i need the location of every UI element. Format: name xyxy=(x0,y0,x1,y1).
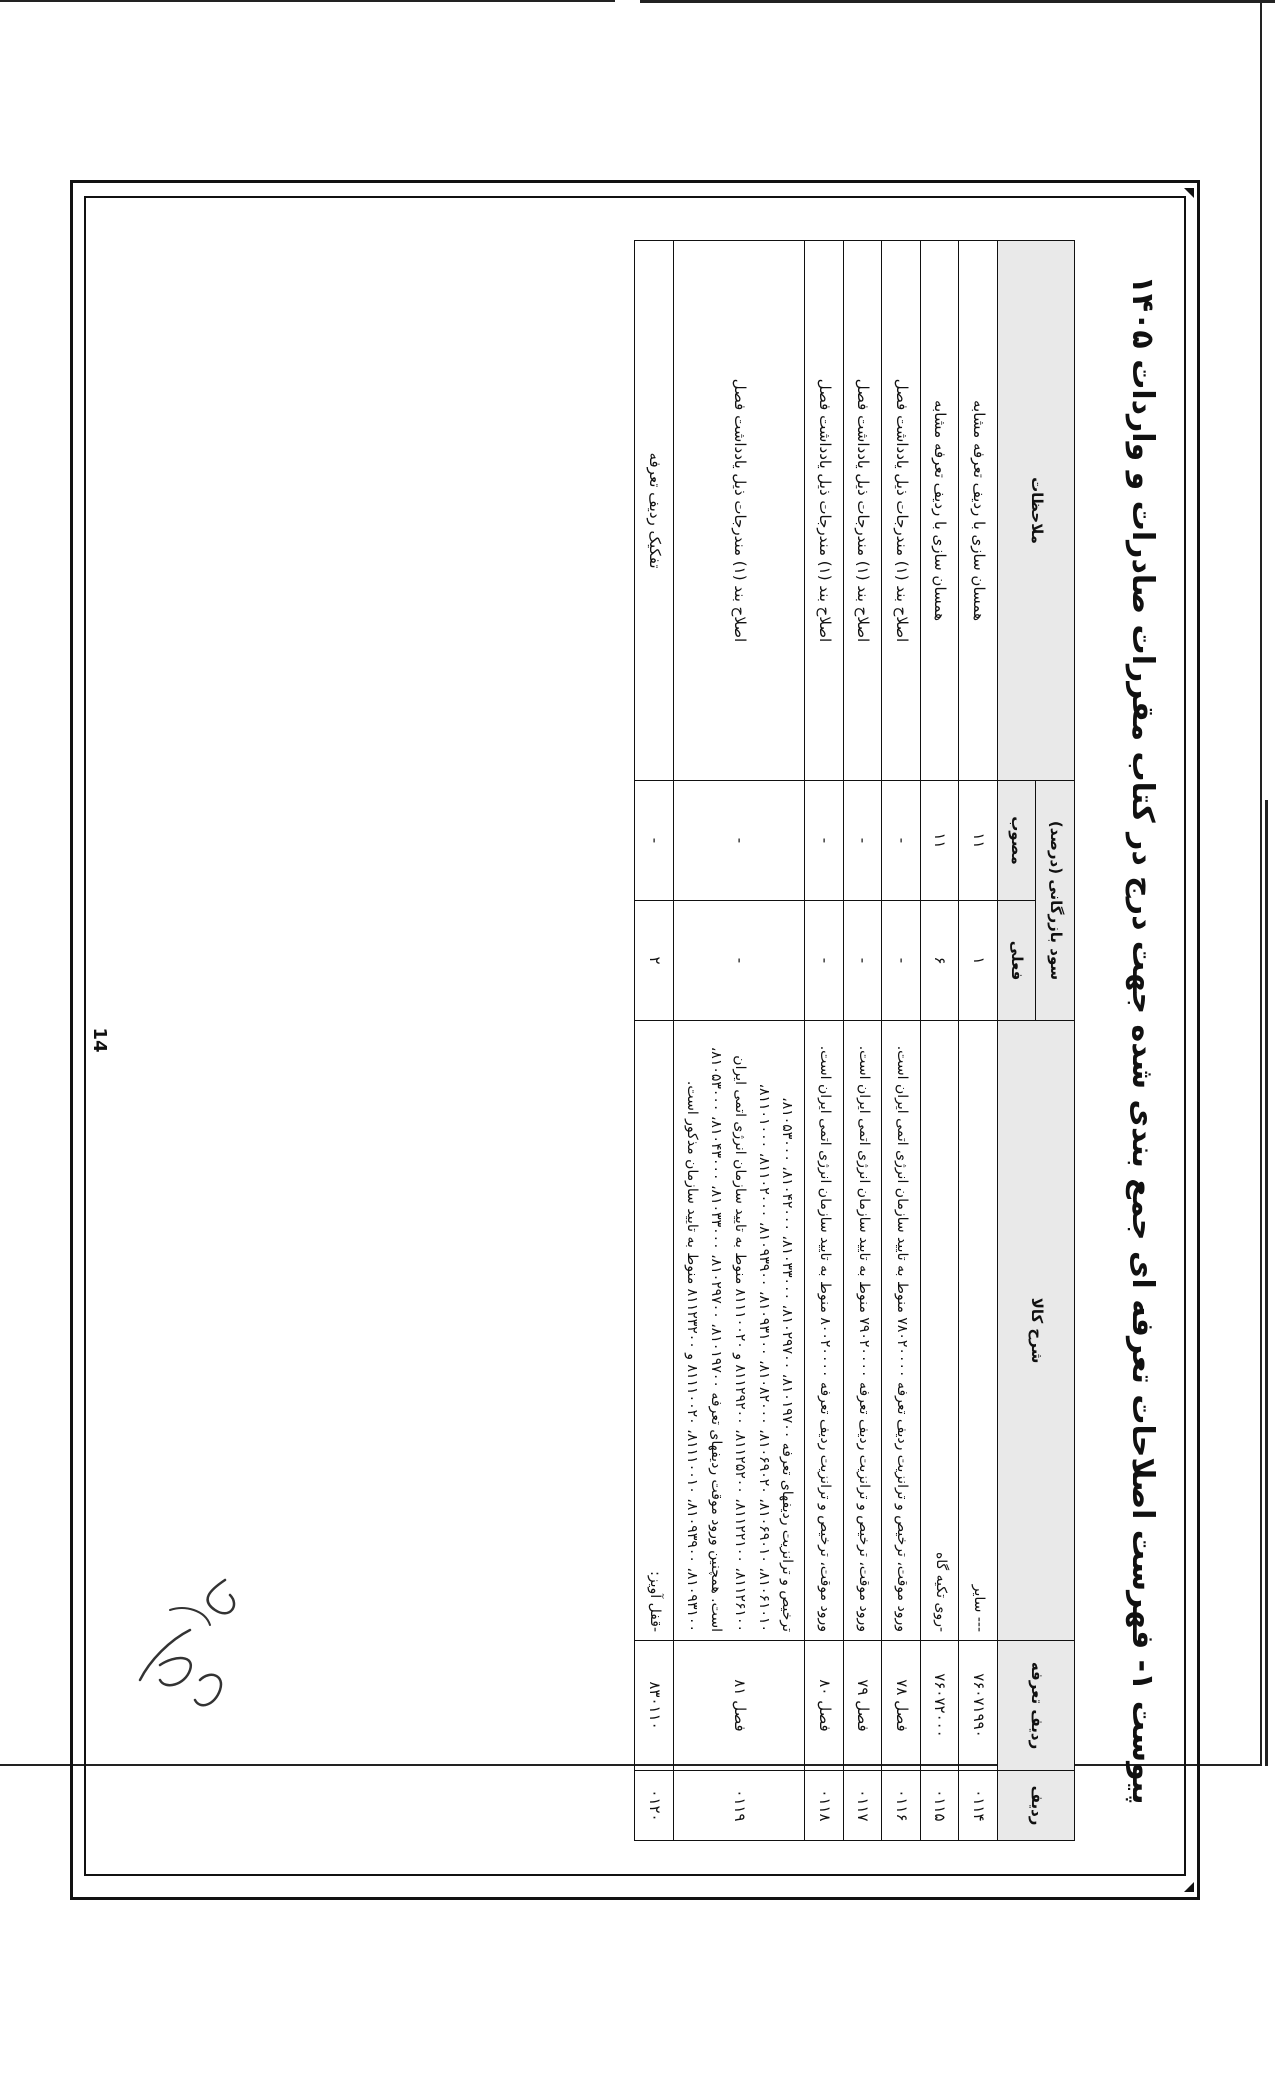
document-title: پیوست ۱- فهرست اصلاحات تعرفه ای جمع بندی شده جهت درج در کتاب مقررات صادرات و واردات ۱۴۰۵ xyxy=(1125,275,1160,1805)
cell-notes: اصلاح بند (۱) مندرجات ذیل یادداشت فصل xyxy=(673,241,805,781)
cell-description: --- سایر xyxy=(959,1021,998,1641)
cell-row-number: ۰۱۱۴ xyxy=(959,1771,998,1841)
cell-approved: - xyxy=(844,781,883,901)
cell-description: -روی تکیه گاه xyxy=(921,1021,960,1641)
cell-tariff: فصل ۷۸ xyxy=(882,1641,921,1771)
cell-current: ۲ xyxy=(635,901,674,1021)
cell-tariff: فصل ۸۰ xyxy=(805,1641,844,1771)
header-row-number: ردیف xyxy=(998,1771,1075,1841)
header-tariff: ردیف تعرفه xyxy=(998,1641,1075,1771)
cell-current: - xyxy=(805,901,844,1021)
cell-notes: همسان سازی با ردیف تعرفه مشابه xyxy=(959,241,998,781)
cell-notes: اصلاح بند (۱) مندرجات ذیل یادداشت فصل xyxy=(882,241,921,781)
cell-row-number: ۰۱۲۰ xyxy=(635,1771,674,1841)
cell-notes: همسان سازی با ردیف تعرفه مشابه xyxy=(921,241,960,781)
corner-mark xyxy=(1184,1882,1194,1892)
cell-row-number: ۰۱۱۸ xyxy=(805,1771,844,1841)
cell-tariff: فصل ۸۱ xyxy=(673,1641,805,1771)
cell-description: -قفل آویز: xyxy=(635,1021,674,1641)
cell-description: ورود موقت، ترخیص و ترانزیت ردیف تعرفه ۷۸۰۲۰۰۰۰ منوط به تایید سازمان انرژی اتمی ایران است. xyxy=(882,1021,921,1641)
table-header-row xyxy=(1036,241,1075,1841)
table-row xyxy=(844,241,883,1841)
cell-current: - xyxy=(844,901,883,1021)
cell-notes: اصلاح بند (۱) مندرجات ذیل یادداشت فصل xyxy=(844,241,883,781)
header-description: شرح کالا xyxy=(998,1021,1075,1641)
header-notes: ملاحظات xyxy=(998,241,1075,781)
cell-current: - xyxy=(673,901,805,1021)
scan-edge-mark xyxy=(1265,800,1268,1766)
tariff-amendments-table xyxy=(634,240,1075,1841)
cell-approved: - xyxy=(882,781,921,901)
handwritten-signature xyxy=(130,1570,270,1720)
header-approved: مصوب xyxy=(998,781,1037,901)
cell-tariff: ۸۳۰۱۱۰ xyxy=(635,1641,674,1771)
page-number: 14 xyxy=(89,1027,110,1053)
cell-tariff: ۷۶۰۷۱۹۹۰ xyxy=(959,1641,998,1771)
header-profit-group: سود بازرگانی (درصد) xyxy=(1036,781,1075,1021)
cell-approved: ۱۱ xyxy=(959,781,998,901)
cell-tariff: فصل ۷۹ xyxy=(844,1641,883,1771)
cell-row-number: ۰۱۱۷ xyxy=(844,1771,883,1841)
cell-description: ورود موقت، ترخیص و ترانزیت ردیف تعرفه ۷۹۰۲۰۰۰۰ منوط به تایید سازمان انرژی اتمی ایران است. xyxy=(844,1021,883,1641)
cell-current: ۱ xyxy=(959,901,998,1021)
header-current: فعلی xyxy=(998,901,1037,1021)
table-row xyxy=(959,241,998,1841)
corner-mark xyxy=(1184,188,1194,198)
table-row xyxy=(882,241,921,1841)
cell-description: ورود موقت، ترخیص و ترانزیت ردیف تعرفه ۸۰۰۲۰۰۰۰ منوط به تایید سازمان انرژی اتمی ایران است. xyxy=(805,1021,844,1641)
cell-approved: ۱۱ xyxy=(921,781,960,901)
cell-description: ترخیص و ترانزیت ردیفهای تعرفه ۸۱۰۱۹۷۰۰، ۸۱۰۲۹۷۰۰، ۸۱۰۳۳۰۰۰، ۸۱۰۴۲۰۰۰، ۸۱۰۵۳۰۰۰، ۸۱۰۶۱۰۱۰، ۸۱۰۶۹۰۱۰، ۸۱۰۶۹۰۲۰، ۸۱۰۸۲۰۰۰، ۸۱۰۹۳۱۰۰، ۸۱۰۹۳۹۰۰، ۸۱۱۰۲۰۰۰، ۸۱۱۰۱۰۰۰، ۸۱۱۲۶۱۰۰، ۸۱۱۲۲۱۰۰، ۸۱۱۲۵۲۰۰، ۸۱۱۲۹۲۰۰ و ۸۱۱۱۰۰۲۰ منوط به تایید سازمان انرژی اتمی ایران است. همچنین ورود موقت ردیفهای تعرفه ۸۱۰۱۹۷۰۰، ۸۱۰۲۹۷۰۰، ۸۱۰۳۳۰۰۰، ۸۱۰۴۳۰۰۰، ۸۱۰۵۳۰۰۰، ۸۱۰۹۳۱۰۰، ۸۱۰۹۳۹۰۰، ۸۱۱۱۰۰۱۰، ۸۱۱۱۰۰۲۰ و ۸۱۱۲۳۲۰۰ منوط به تایید سازمان مذکور است. xyxy=(673,1021,805,1641)
table-row xyxy=(921,241,960,1841)
table-row xyxy=(673,241,805,1841)
cell-notes: اصلاح بند (۱) مندرجات ذیل یادداشت فصل xyxy=(805,241,844,781)
cell-tariff: ۷۶۰۷۲۰۰۰ xyxy=(921,1641,960,1771)
table-row xyxy=(805,241,844,1841)
table-row xyxy=(635,241,674,1841)
cell-approved: - xyxy=(805,781,844,901)
cell-notes: تفکیک ردیف تعرفه xyxy=(635,241,674,781)
cell-row-number: ۰۱۱۶ xyxy=(882,1771,921,1841)
cell-row-number: ۰۱۱۵ xyxy=(921,1771,960,1841)
cell-approved: - xyxy=(635,781,674,901)
cell-current: ۶ xyxy=(921,901,960,1021)
cell-current: - xyxy=(882,901,921,1021)
cell-approved: - xyxy=(673,781,805,901)
cell-row-number: ۰۱۱۹ xyxy=(673,1771,805,1841)
